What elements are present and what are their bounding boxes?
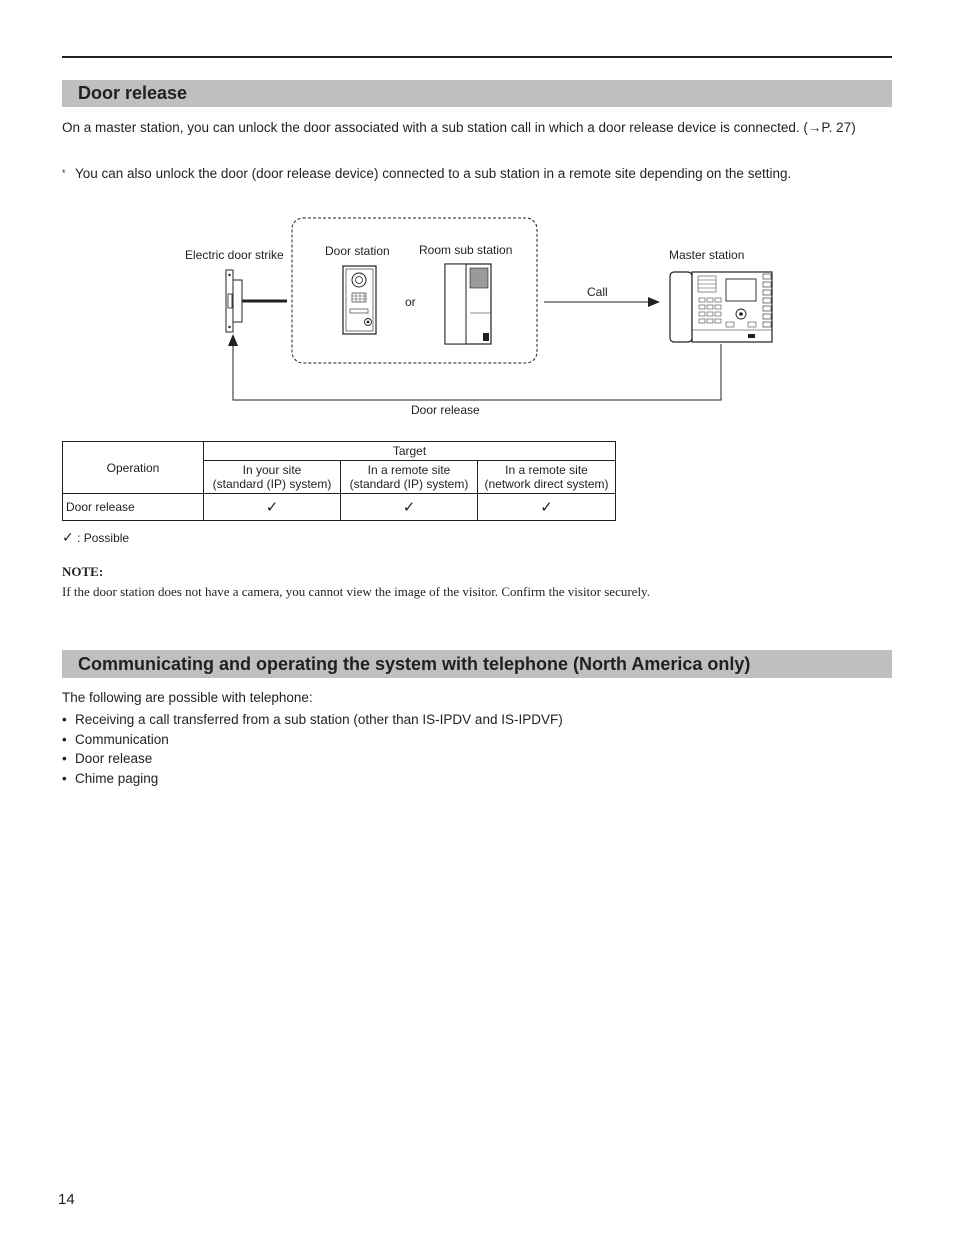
list-item-text: Communication (75, 731, 169, 747)
door-release-arrow-head (228, 334, 238, 346)
operation-cell: Door release (63, 494, 204, 521)
label-door-release: Door release (411, 403, 480, 417)
label-master-station: Master station (669, 248, 745, 262)
column-header-remote-network (478, 461, 616, 494)
bullet-icon: • (62, 712, 67, 727)
label-room-sub-station: Room sub station (419, 243, 513, 257)
list-item (62, 710, 563, 730)
header-rule (62, 56, 892, 58)
column-header-line2: (standard (IP) system) (349, 477, 469, 491)
column-header-your-site (204, 461, 341, 494)
section-heading-telephone: Communicating and operating the system with telephone (North America only) (62, 650, 892, 678)
legend-text: : Possible (73, 531, 130, 545)
column-header-line1: In a remote site (367, 463, 451, 477)
list-item-text: Chime paging (75, 770, 159, 786)
note-title: NOTE: (62, 564, 104, 579)
bullet-icon: • (62, 731, 67, 747)
column-header-line2: (standard (IP) system) (212, 477, 332, 491)
check-mark-icon: ✓ (341, 494, 478, 521)
room-sub-station-icon (445, 264, 491, 344)
section-heading-door-release: Door release (62, 80, 892, 107)
master-station-icon (670, 272, 772, 342)
telephone-feature-list (62, 710, 563, 788)
target-header: Target (204, 442, 616, 461)
label-call: Call (587, 285, 608, 299)
page-number: 14 (58, 1191, 75, 1208)
column-header-line1: In a remote site (505, 463, 588, 477)
list-item-text: Receiving a call transferred from a sub station (other than IS-IPDV and IS-IPDVF) (75, 712, 563, 727)
check-mark-icon: ✓ (204, 494, 341, 521)
asterisk-note-text: You can also unlock the door (door release device) connected to a sub station in a remote site depending on the setting. (75, 166, 792, 181)
door-release-intro: On a master station, you can unlock the door associated with a sub station call in which a door release device is connected. (→P. 27) (62, 120, 856, 135)
telephone-intro: The following are possible with telephone: (62, 690, 313, 705)
label-electric-door-strike: Electric door strike (185, 248, 284, 262)
sub-station-group-box (292, 218, 537, 363)
legend-check-mark-icon: ✓ (62, 529, 74, 545)
column-header-line1: In your site (242, 463, 302, 477)
label-or: or (405, 295, 416, 309)
electric-door-strike-icon (226, 270, 242, 332)
asterisk-mark: * (62, 168, 66, 178)
operations-table (62, 441, 616, 521)
note-text: If the door station does not have a camera, you cannot view the image of the visitor. Confirm the visitor securely. (62, 584, 650, 599)
door-release-path (233, 344, 721, 400)
door-station-icon (343, 266, 376, 334)
call-arrow-head (648, 297, 660, 307)
list-item (62, 730, 563, 750)
operation-header: Operation (63, 442, 204, 494)
bullet-icon: • (62, 770, 67, 786)
table-legend (62, 529, 129, 546)
column-header-line2: (network direct system) (484, 477, 609, 491)
door-release-diagram (170, 210, 790, 425)
bullet-icon: • (62, 751, 67, 766)
check-mark-icon: ✓ (478, 494, 616, 521)
column-header-remote-standard (341, 461, 478, 494)
table-header-row (63, 442, 616, 461)
label-door-station: Door station (325, 244, 390, 258)
list-item (62, 749, 563, 769)
list-item-text: Door release (75, 751, 153, 766)
table-row (63, 494, 616, 521)
list-item (62, 769, 563, 789)
asterisk-note (62, 165, 892, 182)
